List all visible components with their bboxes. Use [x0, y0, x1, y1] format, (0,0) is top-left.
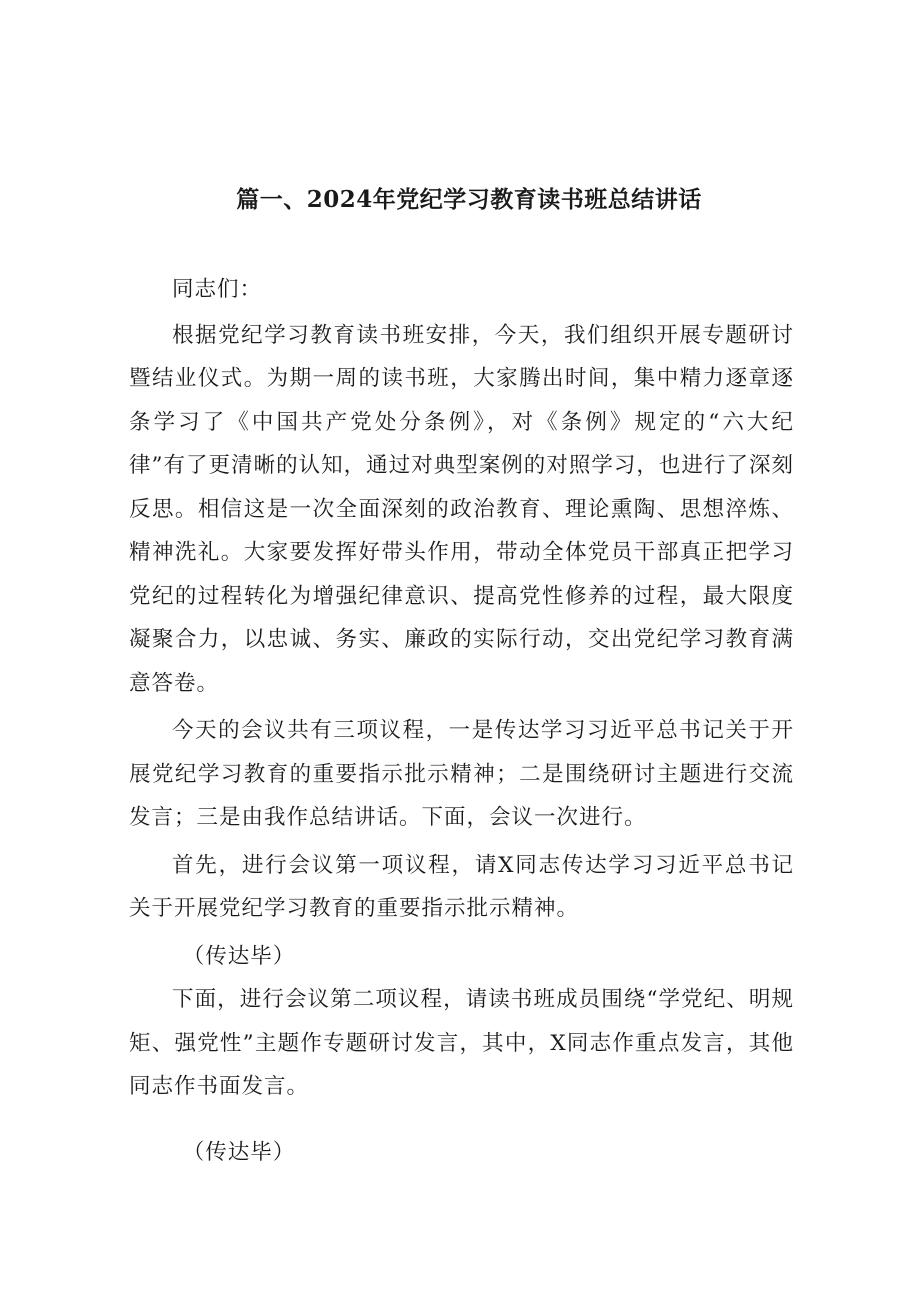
paragraph-note-second: （传达毕） — [182, 1139, 296, 1165]
document-body — [129, 268, 794, 1174]
paragraph-first-item: 首先，进行会议第一项议程，请X同志传达学习习近平总书记关于开展党纪学习教育的重要指示批示精神。 — [129, 852, 794, 921]
paragraph-second-item: 下面，进行会议第二项议程，请读书班成员围绕“学党纪、明规矩、强党性”主题作专题研讨发言，其中，X同志作重点发言，其他同志作书面发言。 — [129, 987, 794, 1099]
document-title: 篇一、2024年党纪学习教育读书班总结讲话 — [236, 186, 702, 214]
paragraph-opening: 根据党纪学习教育读书班安排，今天，我们组织开展专题研讨暨结业仪式。为期一周的读书班，大家腾出时间，集中精力逐章逐条学习了《中国共产党处分条例》，对《条例》规定的“六大纪律”有了更清晰的认知，通过对典型案例的对照学习，也进行了深刻反思。相信这是一次全面深刻的政治教育、理论熏陶、思想淬炼、精神洗礼。大家要发挥好带头作用，带动全体党员干部真正把学习党纪的过程转化为增强纪律意识、提高党性修养的过程，最大限度凝聚合力，以忠诚、务实、廉政的实际行动，交出党纪学习教育满意答卷。 — [129, 322, 794, 696]
salutation: 同志们： — [172, 277, 263, 302]
paragraph-note-first: （传达毕） — [182, 943, 296, 969]
paragraph-agenda: 今天的会议共有三项议程，一是传达学习习近平总书记关于开展党纪学习教育的重要指示批示精神；二是围绕研讨主题进行交流发言；三是由我作总结讲话。下面，会议一次进行。 — [129, 718, 794, 830]
